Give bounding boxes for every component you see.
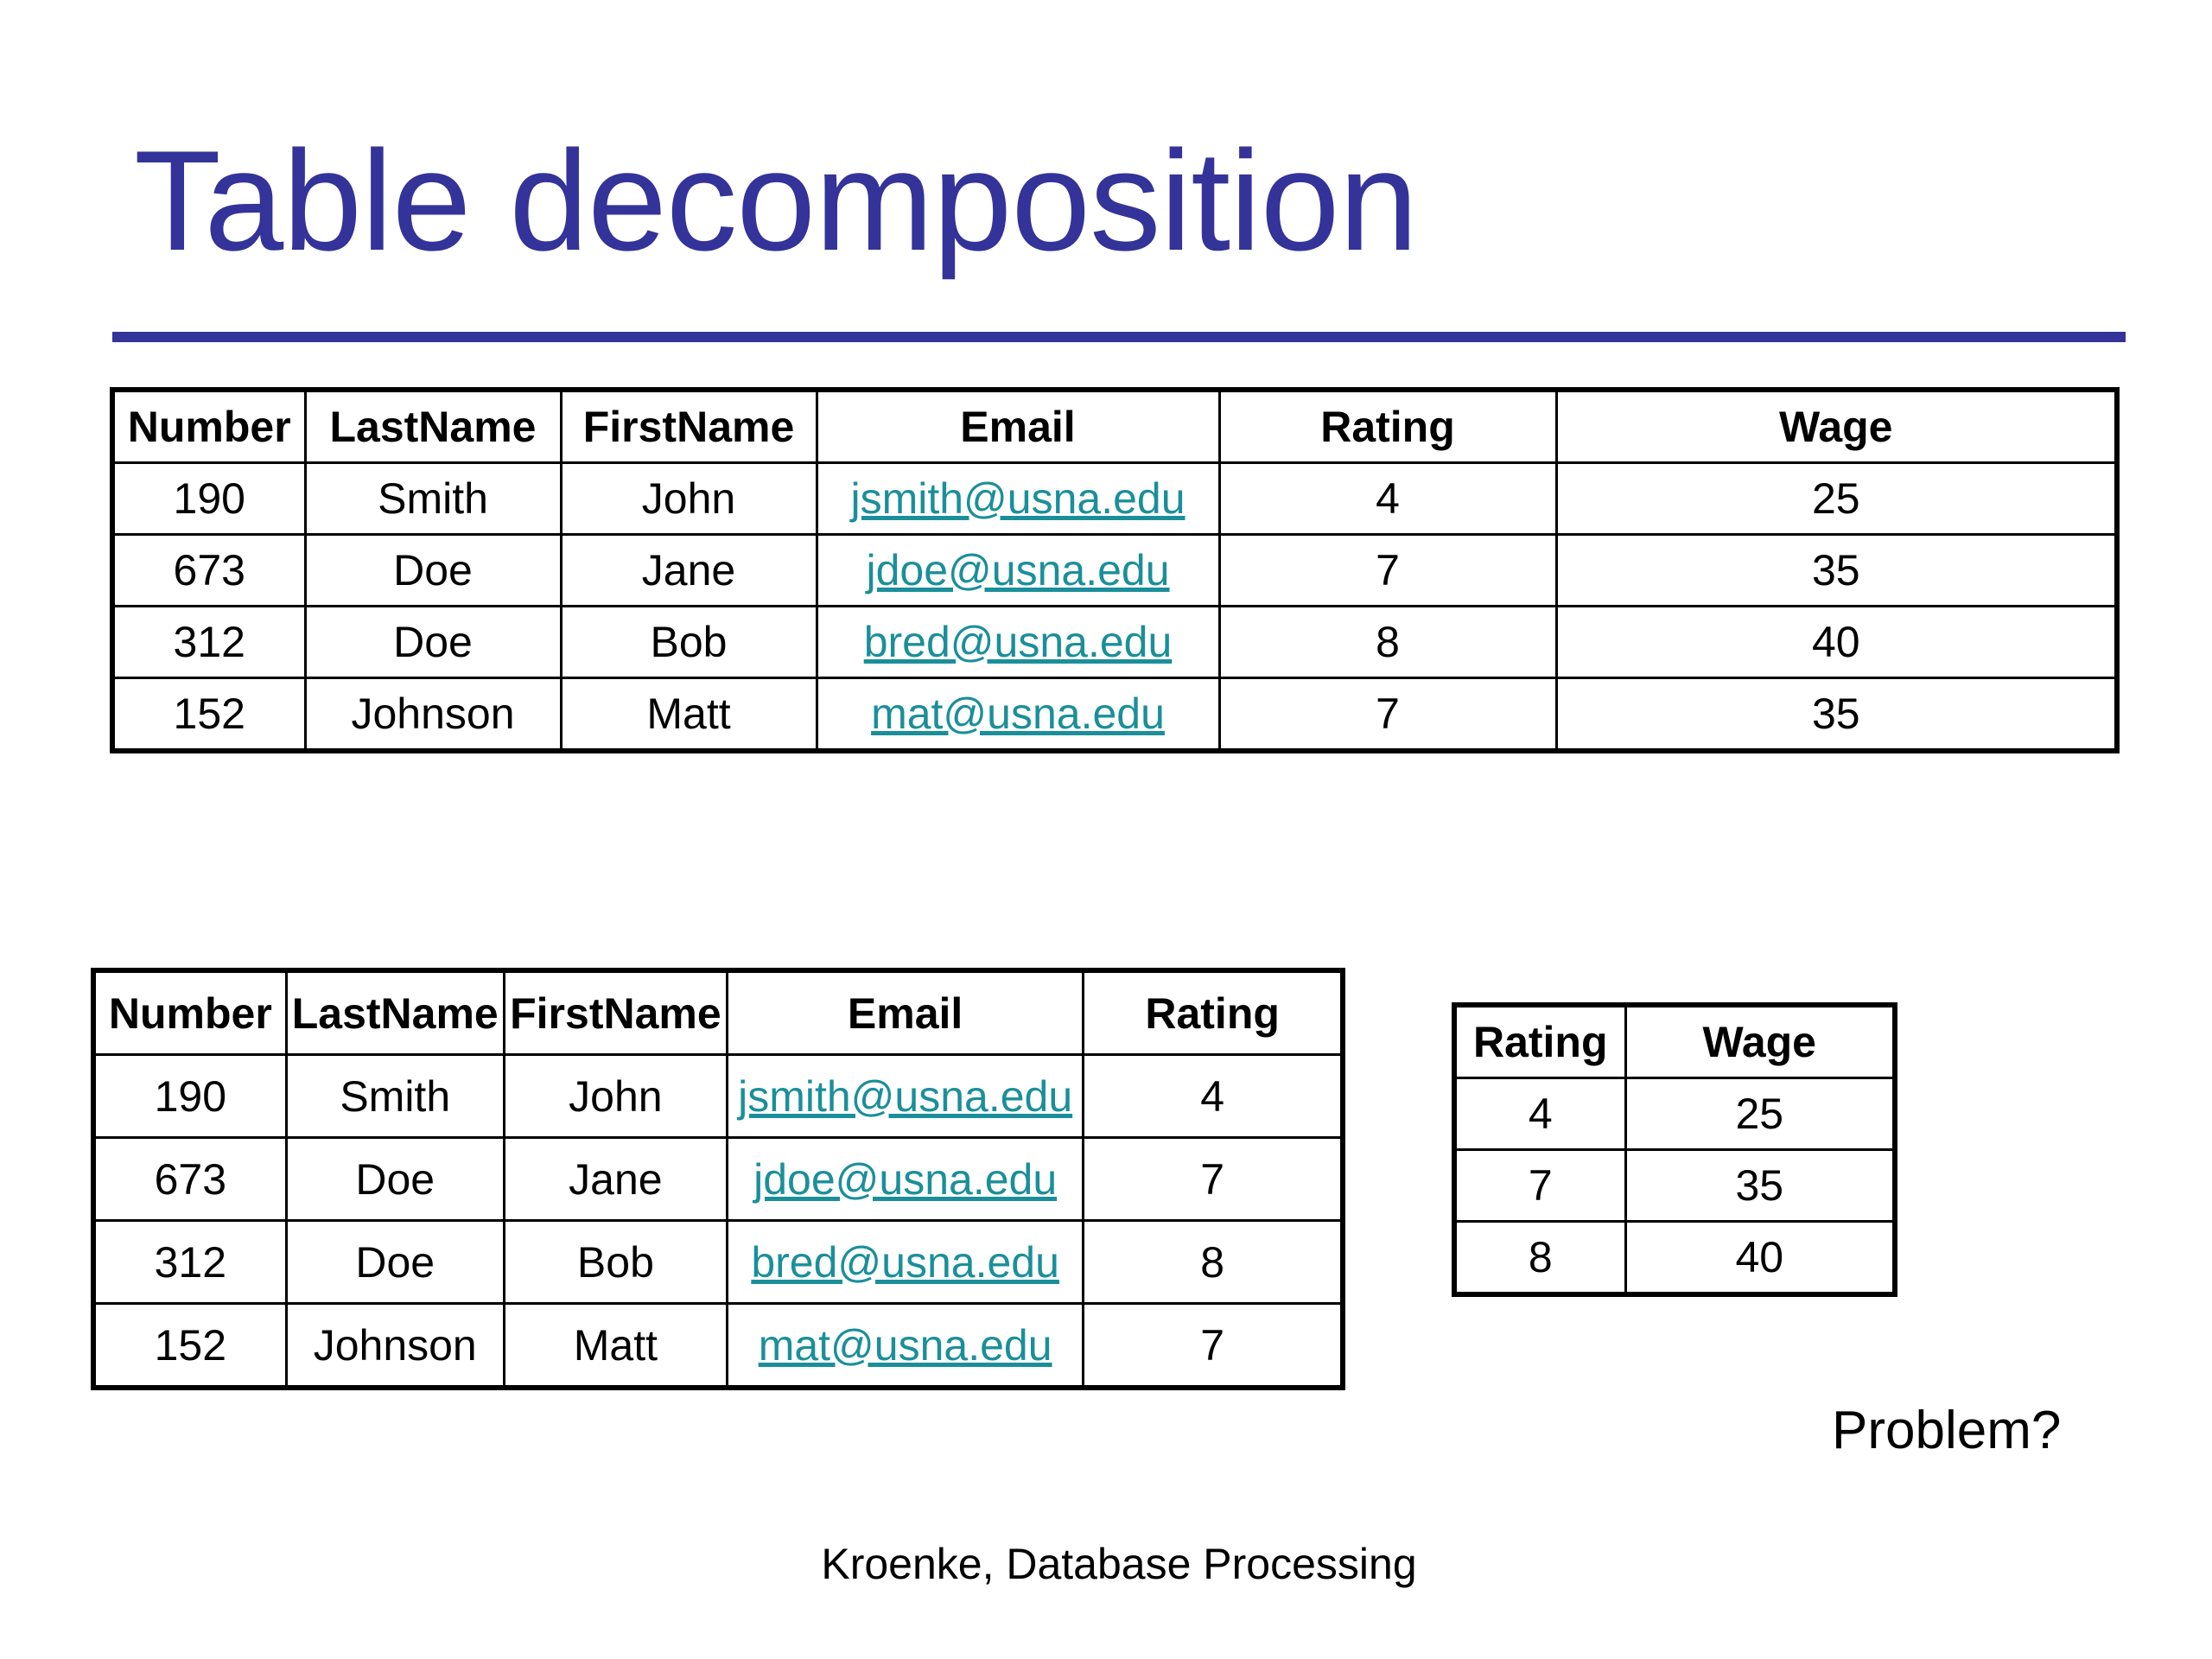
table-row xyxy=(93,1055,1343,1138)
table-row xyxy=(1454,1222,1895,1295)
cell-number: 190 xyxy=(93,1055,286,1138)
cell-email xyxy=(727,1055,1083,1138)
cell-rating: 7 xyxy=(1084,1304,1343,1389)
header-rating: Rating xyxy=(1454,1005,1625,1078)
cell-number: 673 xyxy=(93,1138,286,1221)
header-number: Number xyxy=(112,390,305,463)
header-firstname: FirstName xyxy=(504,970,727,1055)
header-wage: Wage xyxy=(1625,1005,1895,1078)
cell-email xyxy=(727,1221,1083,1304)
header-email: Email xyxy=(817,390,1219,463)
header-email: Email xyxy=(727,970,1083,1055)
email-link[interactable]: bred@usna.edu xyxy=(751,1237,1059,1287)
cell-rating: 8 xyxy=(1454,1222,1625,1295)
decomposed-wage-table xyxy=(1452,1002,1897,1297)
cell-wage: 35 xyxy=(1556,535,2117,607)
slide-title: Table decomposition xyxy=(134,121,1418,280)
cell-firstname: Bob xyxy=(504,1221,727,1304)
cell-number: 312 xyxy=(93,1221,286,1304)
cell-firstname: John xyxy=(504,1055,727,1138)
cell-firstname: Jane xyxy=(561,535,817,607)
header-firstname: FirstName xyxy=(561,390,817,463)
table-header-row xyxy=(93,970,1343,1055)
cell-email xyxy=(727,1138,1083,1221)
cell-lastname: Smith xyxy=(305,463,561,535)
problem-question: Problem? xyxy=(1832,1401,2062,1460)
cell-firstname: Jane xyxy=(504,1138,727,1221)
cell-firstname: Matt xyxy=(504,1304,727,1389)
header-lastname: LastName xyxy=(286,970,504,1055)
cell-number: 152 xyxy=(112,678,305,752)
cell-wage: 40 xyxy=(1625,1222,1895,1295)
cell-rating: 7 xyxy=(1454,1150,1625,1222)
cell-email xyxy=(727,1304,1083,1389)
cell-lastname: Johnson xyxy=(305,678,561,752)
cell-number: 190 xyxy=(112,463,305,535)
email-link[interactable]: jdoe@usna.edu xyxy=(753,1154,1058,1204)
cell-rating: 8 xyxy=(1084,1221,1343,1304)
email-link[interactable]: jsmith@usna.edu xyxy=(850,474,1185,523)
table-row xyxy=(112,678,2117,752)
cell-firstname: John xyxy=(561,463,817,535)
cell-email xyxy=(817,463,1219,535)
full-table xyxy=(110,387,2120,753)
email-link[interactable]: jdoe@usna.edu xyxy=(866,546,1170,594)
header-wage: Wage xyxy=(1556,390,2117,463)
cell-lastname: Johnson xyxy=(286,1304,504,1389)
cell-firstname: Matt xyxy=(561,678,817,752)
header-lastname: LastName xyxy=(305,390,561,463)
cell-firstname: Bob xyxy=(561,607,817,678)
header-rating: Rating xyxy=(1084,970,1343,1055)
header-number: Number xyxy=(93,970,286,1055)
table-header-row xyxy=(112,390,2117,463)
cell-number: 152 xyxy=(93,1304,286,1389)
table-row xyxy=(93,1221,1343,1304)
cell-number: 312 xyxy=(112,607,305,678)
decomposed-employee-table xyxy=(91,968,1345,1390)
email-link[interactable]: mat@usna.edu xyxy=(758,1320,1052,1370)
table-row xyxy=(112,463,2117,535)
cell-wage: 40 xyxy=(1556,607,2117,678)
cell-lastname: Doe xyxy=(305,535,561,607)
cell-rating: 7 xyxy=(1084,1138,1343,1221)
cell-wage: 25 xyxy=(1556,463,2117,535)
cell-email xyxy=(817,678,1219,752)
cell-wage: 35 xyxy=(1556,678,2117,752)
email-link[interactable]: mat@usna.edu xyxy=(871,690,1165,738)
table-row xyxy=(112,535,2117,607)
table-header-row xyxy=(1454,1005,1895,1078)
cell-lastname: Doe xyxy=(286,1138,504,1221)
cell-email xyxy=(817,607,1219,678)
cell-lastname: Smith xyxy=(286,1055,504,1138)
cell-number: 673 xyxy=(112,535,305,607)
email-link[interactable]: jsmith@usna.edu xyxy=(738,1071,1073,1121)
table-row xyxy=(93,1304,1343,1389)
email-link[interactable]: bred@usna.edu xyxy=(863,618,1173,666)
cell-rating: 7 xyxy=(1219,535,1556,607)
cell-rating: 4 xyxy=(1219,463,1556,535)
cell-lastname: Doe xyxy=(305,607,561,678)
cell-rating: 8 xyxy=(1219,607,1556,678)
cell-rating: 7 xyxy=(1219,678,1556,752)
title-underline xyxy=(112,332,2126,342)
cell-lastname: Doe xyxy=(286,1221,504,1304)
header-rating: Rating xyxy=(1219,390,1556,463)
cell-wage: 25 xyxy=(1625,1078,1895,1150)
cell-rating: 4 xyxy=(1084,1055,1343,1138)
cell-email xyxy=(817,535,1219,607)
cell-rating: 4 xyxy=(1454,1078,1625,1150)
citation: Kroenke, Database Processing xyxy=(821,1540,1417,1588)
cell-wage: 35 xyxy=(1625,1150,1895,1222)
table-row xyxy=(93,1138,1343,1221)
table-row xyxy=(1454,1078,1895,1150)
table-row xyxy=(1454,1150,1895,1222)
table-row xyxy=(112,607,2117,678)
